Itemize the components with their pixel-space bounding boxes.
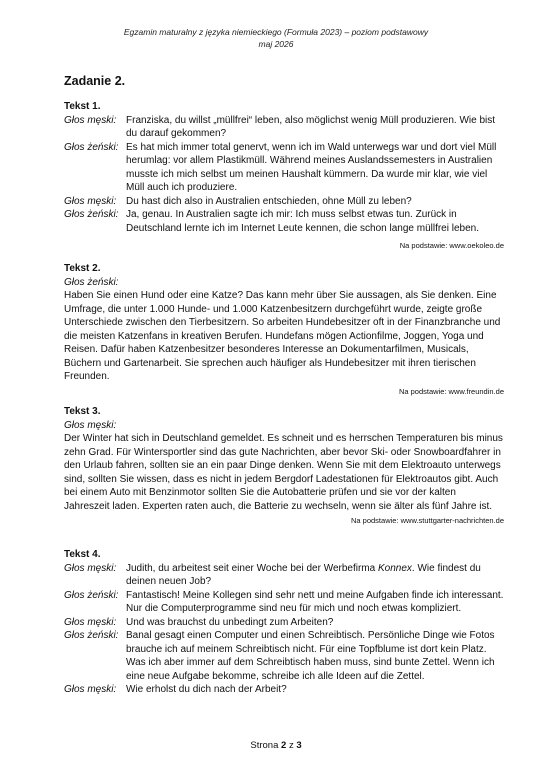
text-4-title: Tekst 4.	[64, 549, 101, 560]
text-3-section	[64, 405, 504, 528]
text-3-source: Na podstawie: www.stuttgarter-nachrichten.de	[351, 516, 504, 525]
speaker-label: Głos żeński:	[64, 209, 119, 220]
text-3-paragraph: Der Winter hat sich in Deutschland gemeldet. Es schneit und es herrschen Temperaturen bis minus zehn Grad. Für Wintersportler sind das gute Nachrichten, aber bevor Ski- oder Snowboardfahrer in den Urlaub fahren, sollten sie an ein paar Dinge denken. Wenn Sie mit dem Elektroauto unterwegs sind, sollten Sie wissen, dass es nicht in jedem Bergdorf Ladestationen für Elektroautos gibt. Auch bei einem Auto mit Benzinmotor sollten Sie die Autobatterie prüfen und sie vor der kalten Jahreszeit laden. Experten raten auch, die Batterie zu wechseln, wenn sie älter als fünf Jahre ist.	[64, 433, 503, 512]
company-name: Konnex	[377, 562, 412, 574]
page-total: 3	[296, 740, 302, 751]
dialogue-line	[64, 629, 504, 683]
header-exam-title: Egzamin maturalny z języka niemieckiego (Formuła 2023) – poziom podstawowy	[123, 27, 429, 37]
page-separator: z	[288, 740, 294, 751]
utterance: Und was brauchst du unbedingt zum Arbeiten?	[126, 616, 334, 628]
utterance: Fantastisch! Meine Kollegen sind sehr nett und meine Aufgaben finde ich interessant. Nur die Computerprogramme sind neu für mich und noch etwas kompliziert.	[126, 589, 504, 614]
speaker-label: Głos żeński:	[64, 141, 119, 153]
page-header	[0, 26, 552, 50]
utterance-part: Judith, du arbeitest seit einer Woche bei der Werbefirma	[126, 562, 378, 574]
text-2-title: Tekst 2.	[64, 263, 101, 274]
page-number: 2	[281, 740, 287, 751]
utterance-part: . Wie findest du deinen neuen Job?	[126, 562, 481, 587]
page-label: Strona	[250, 740, 279, 751]
speaker-label: Głos męski:	[64, 684, 117, 695]
dialogue-line	[64, 616, 504, 630]
utterance: Es hat mich immer total genervt, wenn ich im Wald unterwegs war und dort viel Müll herumlag: vor allem Plastikmüll. Während meines Auslandssemesters in Australien musste ich mich selbst um meinen Haushalt kümmern. Da wurde mir klar, wie viel Müll auch ich produziere.	[126, 141, 497, 193]
page-footer	[0, 740, 552, 751]
speaker-label: Głos męski:	[64, 616, 117, 628]
dialogue-line	[64, 114, 504, 141]
dialogue-line	[64, 589, 504, 616]
text-2-paragraph: Haben Sie einen Hund oder eine Katze? Das kann mehr über Sie aussagen, als Sie denken. Eine Umfrage, die unter 1.000 Hunde- und 1.000 Katzenbesitzern durchgeführt wurde, zeigte große Unterschiede zwischen den Tierbesitzern. So arbeiten Hundebesitzer oft in der Finanzbranche und die meisten Katzenfans in kreativen Berufen. Hundefans mögen Actionfilme, Joggen, Yoga und Reisen. Dafür haben Katzenbesitzer besonderes Interesse an Dokumentarfilmen, Musicals, Büchern und Gartenarbeit. Sie sprechen auch häufiger als Hundebesitzer mit ihren tierischen Freunden.	[64, 290, 501, 382]
speaker-label: Głos żeński:	[64, 630, 119, 641]
dialogue-line	[64, 562, 504, 589]
text-2-section	[64, 262, 504, 398]
text-2-source: Na podstawie: www.freundin.de	[398, 386, 504, 396]
speaker-label: Głos męski:	[64, 114, 117, 126]
utterance: Franziska, du willst „müllfrei“ leben, also möglichst wenig Müll produzieren. Wie bist du darauf gekommen?	[126, 114, 496, 139]
utterance: Ja, genau. In Australien sagte ich mir: Ich muss selbst etwas tun. Zurück in Deutschland lernte ich im Internet Leute kennen, die schon lange müllfrei leben.	[126, 209, 479, 234]
utterance: Banal gesagt einen Computer und einen Schreibtisch. Persönliche Dinge wie Fotos brauche ich auf meinem Schreibtisch nicht. Für eine Topfblume ist dort kein Platz. Was ich aber immer auf dem Schreibtisch haben muss, sind bunte Zettel. Wenn ich eine neue Aufgabe bekomme, schreibe ich alle Ideen auf die Zettel.	[126, 630, 495, 682]
dialogue-line	[64, 683, 504, 697]
speaker-label: Głos żeński:	[64, 589, 119, 601]
speaker-label: Głos męski:	[64, 562, 117, 574]
utterance: Du hast dich also in Australien entschieden, ohne Müll zu leben?	[126, 195, 412, 207]
header-session: maj 2026	[258, 39, 294, 49]
text-4-section	[64, 548, 504, 697]
dialogue-line	[64, 141, 504, 195]
dialogue-line	[64, 208, 504, 235]
speaker-label: Głos męski:	[64, 195, 117, 207]
speaker-label: Głos męski:	[64, 419, 117, 431]
text-1-title: Tekst 1.	[64, 101, 101, 112]
speaker-label: Głos żeński:	[64, 276, 119, 288]
utterance: Wie erholst du dich nach der Arbeit?	[126, 684, 287, 695]
utterance	[126, 562, 504, 589]
text-1-source: Na podstawie: www.oekoleo.de	[399, 241, 504, 250]
dialogue-line	[64, 195, 504, 209]
task-title: Zadanie 2.	[64, 74, 126, 88]
text-1-section	[64, 100, 504, 253]
text-3-title: Tekst 3.	[64, 406, 101, 417]
